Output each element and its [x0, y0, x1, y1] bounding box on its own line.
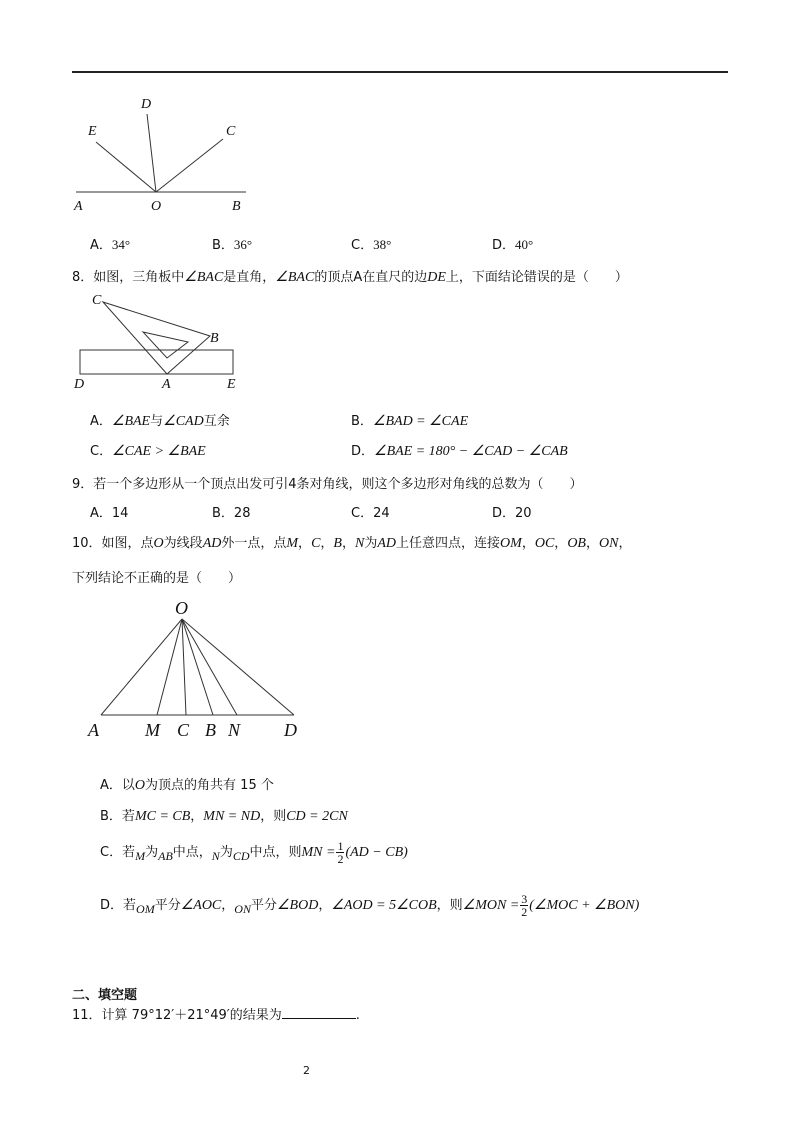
option-text: 为	[219, 845, 233, 860]
option-expr: MN =	[301, 845, 336, 860]
q8-figure	[70, 288, 250, 392]
fraction-denominator: 2	[337, 852, 344, 866]
option-letter: D．	[492, 238, 516, 253]
option-text: 若	[122, 845, 136, 860]
label-n: N	[228, 720, 241, 740]
label-d: D	[284, 720, 297, 740]
option-text: 若	[121, 809, 135, 824]
label-e: E	[88, 124, 97, 139]
q10-figure	[84, 594, 314, 744]
point-m: M	[135, 849, 146, 863]
q8-angle-1: ∠BAC	[184, 270, 224, 285]
q11-stem	[72, 1004, 360, 1023]
option-expr: MN = ND	[203, 809, 261, 824]
option-expr: ∠BAE	[111, 414, 151, 429]
q9-option-b	[212, 502, 250, 521]
comma: ，	[521, 536, 535, 551]
q7-option-c	[351, 234, 391, 253]
angle-aoc: ∠AOC	[180, 898, 222, 913]
option-letter: B．	[100, 809, 122, 824]
segment-cd: CD	[232, 849, 250, 863]
label-b: B	[232, 199, 241, 214]
comma: ，	[618, 536, 632, 551]
label-e: E	[227, 377, 236, 392]
option-mid: 与	[150, 414, 164, 429]
option-value: 34°	[111, 237, 131, 252]
q8-option-c	[90, 440, 206, 460]
point-n: N	[211, 849, 220, 863]
section-title: 二、填空题	[72, 988, 138, 1003]
q10-option-d	[100, 893, 639, 918]
q7-option-d	[492, 234, 533, 253]
q8-angle-2: ∠BAC	[275, 270, 315, 285]
angle-bod: ∠BOD	[276, 898, 319, 913]
option-expr: CD = 2CN	[286, 809, 348, 824]
label-c: C	[92, 293, 102, 308]
label-o: O	[175, 598, 188, 618]
option-expr-2: ∠CAD	[163, 414, 204, 429]
answer-blank[interactable]	[282, 1006, 356, 1019]
q8-stem	[72, 266, 628, 286]
option-expr: ∠MON =	[462, 898, 520, 913]
ray-oe	[96, 142, 156, 192]
q10-stem	[72, 532, 631, 552]
fraction-numerator: 1	[337, 839, 344, 853]
ray-oc	[156, 139, 223, 192]
option-letter: C．	[90, 444, 113, 459]
segment-oc: OC	[534, 536, 555, 551]
option-letter: B．	[212, 238, 234, 253]
option-text: 平分	[250, 898, 277, 913]
triangle-outer	[103, 302, 210, 374]
q8-edge: DE	[427, 270, 446, 285]
q10-option-b	[100, 805, 348, 825]
q8-option-b	[351, 410, 468, 430]
label-a: A	[162, 377, 171, 392]
q7-figure	[66, 92, 256, 214]
q11-text: 11．计算 79°12′＋21°49′的结果为	[72, 1008, 282, 1023]
option-value: 36°	[233, 237, 253, 252]
q8-text-3: 的顶点A在直尺的边	[314, 270, 428, 285]
option-text: 若	[123, 898, 137, 913]
option-text: 为顶点的角共有 15 个	[145, 778, 274, 793]
q10-stem-line2: 下列结论不正确的是（ ）	[72, 571, 242, 586]
label-b: B	[210, 331, 219, 346]
option-letter: A．	[100, 778, 122, 793]
option-value: 28	[233, 506, 251, 521]
q8-option-a	[90, 410, 230, 430]
option-expr: ∠BAE = 180° − ∠CAD − ∠CAB	[374, 444, 568, 459]
segment-ad: AD	[377, 536, 397, 551]
option-expr: (∠MOC + ∠BON)	[529, 898, 640, 913]
option-letter: D．	[351, 444, 375, 459]
point-m: M	[286, 536, 299, 551]
fraction-numerator: 3	[521, 892, 528, 906]
option-expr: MC = CB	[134, 809, 191, 824]
option-text: 中点，则	[249, 845, 302, 860]
label-m: M	[145, 720, 160, 740]
label-a: A	[88, 720, 99, 740]
option-letter: D．	[100, 898, 124, 913]
segment-ad: AD	[202, 536, 222, 551]
label-a: A	[74, 199, 83, 214]
label-o: O	[151, 199, 162, 214]
q10-text-1: 为线段	[163, 536, 203, 551]
comma: ，	[554, 536, 568, 551]
option-expr: ∠BAD = ∠CAE	[372, 414, 469, 429]
q8-text-4: 上，下面结论错误的是（ ）	[445, 270, 628, 285]
ray-on	[182, 619, 237, 715]
option-text: ，	[190, 809, 204, 824]
option-text: ，	[221, 898, 235, 913]
option-value: 38°	[373, 237, 392, 252]
label-b: B	[205, 720, 216, 740]
q8-text-1: 如图，三角板中	[93, 270, 185, 285]
option-value: 24	[373, 506, 390, 521]
comma: ，	[585, 536, 599, 551]
fraction	[336, 840, 344, 865]
option-tail: 互余	[203, 414, 230, 429]
option-text: 平分	[154, 898, 181, 913]
comma: ，	[298, 536, 312, 551]
option-letter: A．	[90, 414, 112, 429]
segment-om: OM	[500, 536, 522, 551]
option-letter: C．	[351, 238, 374, 253]
q10-option-a	[100, 774, 274, 794]
q10-text-4: 上任意四点，连接	[396, 536, 501, 551]
segment-om: OM	[136, 902, 155, 916]
option-expr: ∠AOD = 5∠COB	[331, 898, 437, 913]
q7-option-a	[90, 234, 130, 253]
option-text: ，	[318, 898, 332, 913]
option-text: ，则	[436, 898, 463, 913]
option-text: 中点，	[172, 845, 212, 860]
point-b: B	[333, 536, 342, 551]
q9-option-d	[492, 502, 532, 521]
q8-option-d	[351, 440, 568, 460]
point-c: C	[311, 536, 321, 551]
option-letter: D．	[492, 506, 516, 521]
segment-on: ON	[234, 902, 251, 916]
q8-text-2: 是直角，	[223, 270, 276, 285]
ray-od	[182, 619, 294, 715]
header-rule	[72, 71, 728, 73]
option-letter: B．	[351, 414, 373, 429]
option-letter: B．	[212, 506, 234, 521]
comma: ，	[341, 536, 355, 551]
option-text: ，则	[260, 809, 287, 824]
option-text: 以	[121, 778, 135, 793]
q9-option-c	[351, 502, 390, 521]
comma: ，	[320, 536, 334, 551]
q7-option-b	[212, 234, 252, 253]
ray-od	[147, 114, 156, 192]
option-value: 40°	[515, 237, 534, 252]
label-c: C	[226, 124, 236, 139]
option-letter: C．	[351, 506, 374, 521]
option-letter: A．	[90, 506, 112, 521]
label-d: D	[141, 97, 152, 112]
segment-ab: AB	[158, 849, 173, 863]
q8-number: 8．	[72, 270, 94, 285]
q9-option-a	[90, 502, 128, 521]
segment-ob: OB	[567, 536, 586, 551]
option-value: 14	[111, 506, 129, 521]
ray-ob	[182, 619, 213, 715]
point-n: N	[355, 536, 365, 551]
q10-number: 10．如图，点	[72, 536, 154, 551]
label-d: D	[74, 377, 85, 392]
option-value: 20	[515, 506, 532, 521]
point-o: O	[134, 778, 146, 793]
q10-option-c	[100, 840, 408, 865]
label-c: C	[177, 720, 190, 740]
option-expr: ∠CAE > ∠BAE	[112, 444, 206, 459]
option-letter: A．	[90, 238, 112, 253]
option-letter: C．	[100, 845, 123, 860]
q10-text-2: 外一点，点	[221, 536, 287, 551]
ray-oc	[182, 619, 186, 715]
q9-stem: 9．若一个多边形从一个顶点出发可引4条对角线，则这个多边形对角线的总数为（ ）	[72, 477, 583, 492]
segment-on: ON	[599, 536, 619, 551]
fraction-denominator: 2	[521, 905, 528, 919]
q11-tail: .	[355, 1008, 360, 1023]
point-o: O	[153, 536, 164, 551]
page-number: 2	[303, 1064, 310, 1077]
q10-text-3: 为	[364, 536, 378, 551]
option-expr: (AD − CB)	[345, 845, 408, 860]
option-text: 为	[145, 845, 159, 860]
fraction	[520, 893, 528, 918]
